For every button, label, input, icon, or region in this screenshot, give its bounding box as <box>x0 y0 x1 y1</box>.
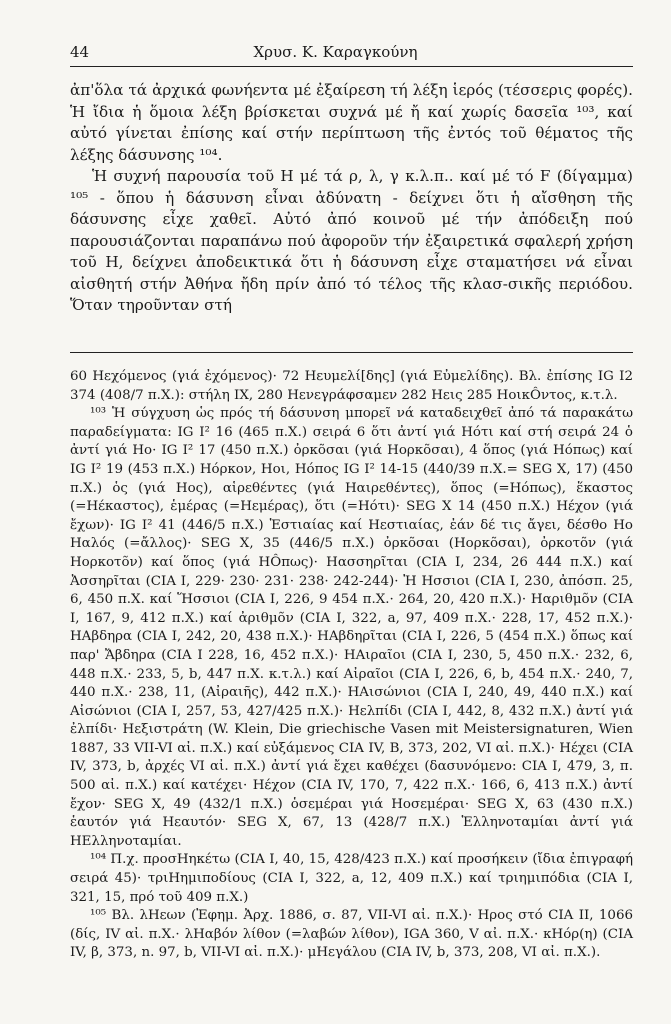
header-rule <box>70 66 633 67</box>
footnote-105: ¹⁰⁵ Βλ. λΗεων (Ἐφημ. Ἀρχ. 1886, σ. 87, VII-VI αἰ. π.Χ.)· Ηρος στό CIA II, 1066 (δίς, IV αἰ. π.Χ.· λΗαβόν λίθον (=λαβών λίθον), IGA 360, V αἰ. π.Χ.· κΗόρ(η) (CIA IV, β, 373, n. 97, b, VII-VI αἰ. π.Χ.)· μΗεγάλου (CIA IV, b, 373, 208, VI αἰ. π.Χ.). <box>70 908 633 961</box>
main-text <box>70 80 633 317</box>
paragraph-2: Ἡ συχνή παρουσία τοῦ Η μέ τά ρ, λ, γ κ.λ.π.. καί μέ τό F (δίγαμμα) ¹⁰⁵ - ὅπου ἡ δάσυνση εἶναι ἀδύνατη - δείχνει ὅτι ἡ αἴσθηση τῆς δάσυνσης εἶχε χαθεῖ. Αὐτό ἀπό κοινοῦ μέ τήν ἀπόδειξη πού παρουσιάζονται παραπάνω πού ἀφοροῦν τήν ἐξαιρετικά σφαλερή χρήση τοῦ Η, δείχνει ἀποδεικτικά ὅτι ἡ δάσυνση εἶχε σταματήσει νά εἶναι αἰσθητή στήν Ἀθήνα ἤδη πρίν ἀπό τό τέλος τῆς κλασ-σικῆς περιόδου. Ὅταν τηροῦνταν στή <box>70 167 633 314</box>
footnote-continuation: 60 Ηεχόμενος (γιά ἐχόμενος)· 72 Ηευμελί[δης] (γιά Εὐμελίδης). Βλ. ἐπίσης IG I2 374 (408/7 π.Χ.): στήλη IX, 280 Ηενεγράφσαμεν 282 Ηεις 285 ΗοικÔντος, κ.τ.λ. <box>70 369 633 403</box>
paragraph-1: ἀπ'ὅλα τά ἀρχικά φωνήεντα μέ ἐξαίρεση τή λέξη ἱερός (τέσσερις φορές). Ἡ ἴδια ἡ ὅμοια λέξη βρίσκεται συχνά μέ ἤ καί χωρίς δασεῖα ¹⁰³, καί αὐτό γίνεται ἐπίσης καί στήν περίπτωση τῆς ἐντός τοῦ θέματος τῆς λέξης δάσυνσης ¹⁰⁴. <box>70 81 633 164</box>
page-header <box>70 43 601 65</box>
footnote-103: ¹⁰³ Ἡ σύγχυση ὡς πρός τή δάσυνση μπορεῖ νά καταδειχθεῖ ἀπό τά παρακάτω παραδείγματα: IG I² 16 (465 π.Χ.) σειρά 6 ὅτι ἀντί γιά Ηότι καί στή σειρά 24 ὁ ἀντί γιά Ηο· IG I² 17 (450 π.Χ.) ὀρκõσαι (γιά Ηορκõσαι), 4 ὅπος (γιά Ηόπως) καί IG I² 19 (453 π.Χ.) Ηόρκον, Ηοι, Ηόπος IG I² 14-15 (440/39 π.Χ.= SEG X, 17) (450 π.Χ.) ὁς (γιά Ηος), αἱρεθέντες (γιά Ηαιρεθέντες), ὅπος (=Ηόπως), ἕκαστος (=Ηέκαστος), ἑμέρας (=Ηεμέρας), ὅτι (=Ηότι)· SEG X 14 (450 π.Χ.) Ηέχον (γιά ἔχων)· IG I² 41 (446/5 π.Χ.) Ἑστιαίας καί Ηεστιαίας, ἐάν δέ τις ἄγει, δέσθο Ηο Ηαλός (=ἄλλος)· SEG X, 35 (446/5 π.Χ.) ὀρκõσαι (Ηορκõσαι), ὀρκοτõν (γιά Ηορκοτõν) καί ὅπος (γιά ΗÔπως)· Ηασσηρῖται (CIA I, 234, 26 444 π.Χ.) καί Ἀσσηρῖται (CIA I, 229· 230· 231· 238· 242-244)· Ἠ Ησσιοι (CIA I, 230, ἀπόσπ. 25, 6, 450 π.Χ. καί Ἥσσιοι (CIA I, 226, 9 454 π.Χ.· 264, 20, 420 π.Χ.)· Ηαριθμõν (CIA I, 167, 9, 412 π.Χ.) καί ἀριθμõν (CIA I, 322, a, 97, 409 π.Χ.· 228, 17, 452 π.Χ.)· ΗΑβδηρα (CIA I, 242, 20, 438 π.Χ.)· ΗΑβδηρῖται (CIA I, 226, 5 (454 π.Χ.) ὅπως καί παρ' Ἄβδηρα (CIA I 228, 16, 452 π.Χ.)· ΗΑιραῖοι (CIA I, 230, 5, 450 π.Χ.· 232, 6, 448 π.Χ.· 233, 5, b, 447 π.Χ. κ.τ.λ.) καί Αἰραῖοι (CIA I, 226, 6, b, 454 π.Χ.· 240, 7, 440 π.Χ.· 238, 11, (Αἰραιῆς), 442 π.Χ.)· ΗΑισώνιοι (CIA I, 240, 49, 440 π.Χ.) καί Αἰσώνιοι (CIA I, 257, 53, 427/425 π.Χ.)· Ηελπίδι (CIA I, 442, 8, 432 π.Χ.) ἀντί γιά ἐλπίδι· Ηεξιστράτη (W. Klein, Die griechische Vasen mit Meistersignaturen, Wien 1887, 33 VII-VI αἰ. π.Χ.) καί εὐξάμενος CIA IV, B, 373, 202, VI αἰ. π.Χ.)· Ηέχει (CIA IV, 373, b, ἀρχές VI αἰ. π.Χ.) ἀντί γιά ἔχει καθέχει (δασυνόμενο: CIA I, 479, 3, π. 500 αἰ. π.Χ.) καί κατέχει· Ηέχον (CIA IV, 170, 7, 422 π.Χ.· 166, 6, 413 π.Χ.) ἀντί ἔχον· SEG X, 49 (432/1 π.Χ.) ὁσεμέραι γιά Ηοσεμέραι· SEG X, 63 (430 π.Χ.) ἑαυτόν γιά Ηεαυτόν· SEG X, 67, 13 (428/7 π.Χ.) Ἑλληνοταμίαι ἀντί γιά ΗΕλληνοταμίαι. <box>70 406 633 849</box>
footnote-104: ¹⁰⁴ Π.χ. προσΗηκέτω (CIA I, 40, 15, 428/423 π.Χ.) καί προσήκειν (ἴδια ἐπιγραφή σειρά 45)· τριΗημιποδίους (CIA I, 322, a, 12, 409 π.Χ.) καί τριημιπόδια (CIA I, 321, 15, πρό τοῦ 409 π.Χ.) <box>70 852 633 905</box>
running-title: Χρυσ. Κ. Καραγκούνη <box>253 43 418 61</box>
page-number: 44 <box>70 43 90 61</box>
footnotes <box>70 368 633 963</box>
footnote-rule <box>70 352 633 353</box>
